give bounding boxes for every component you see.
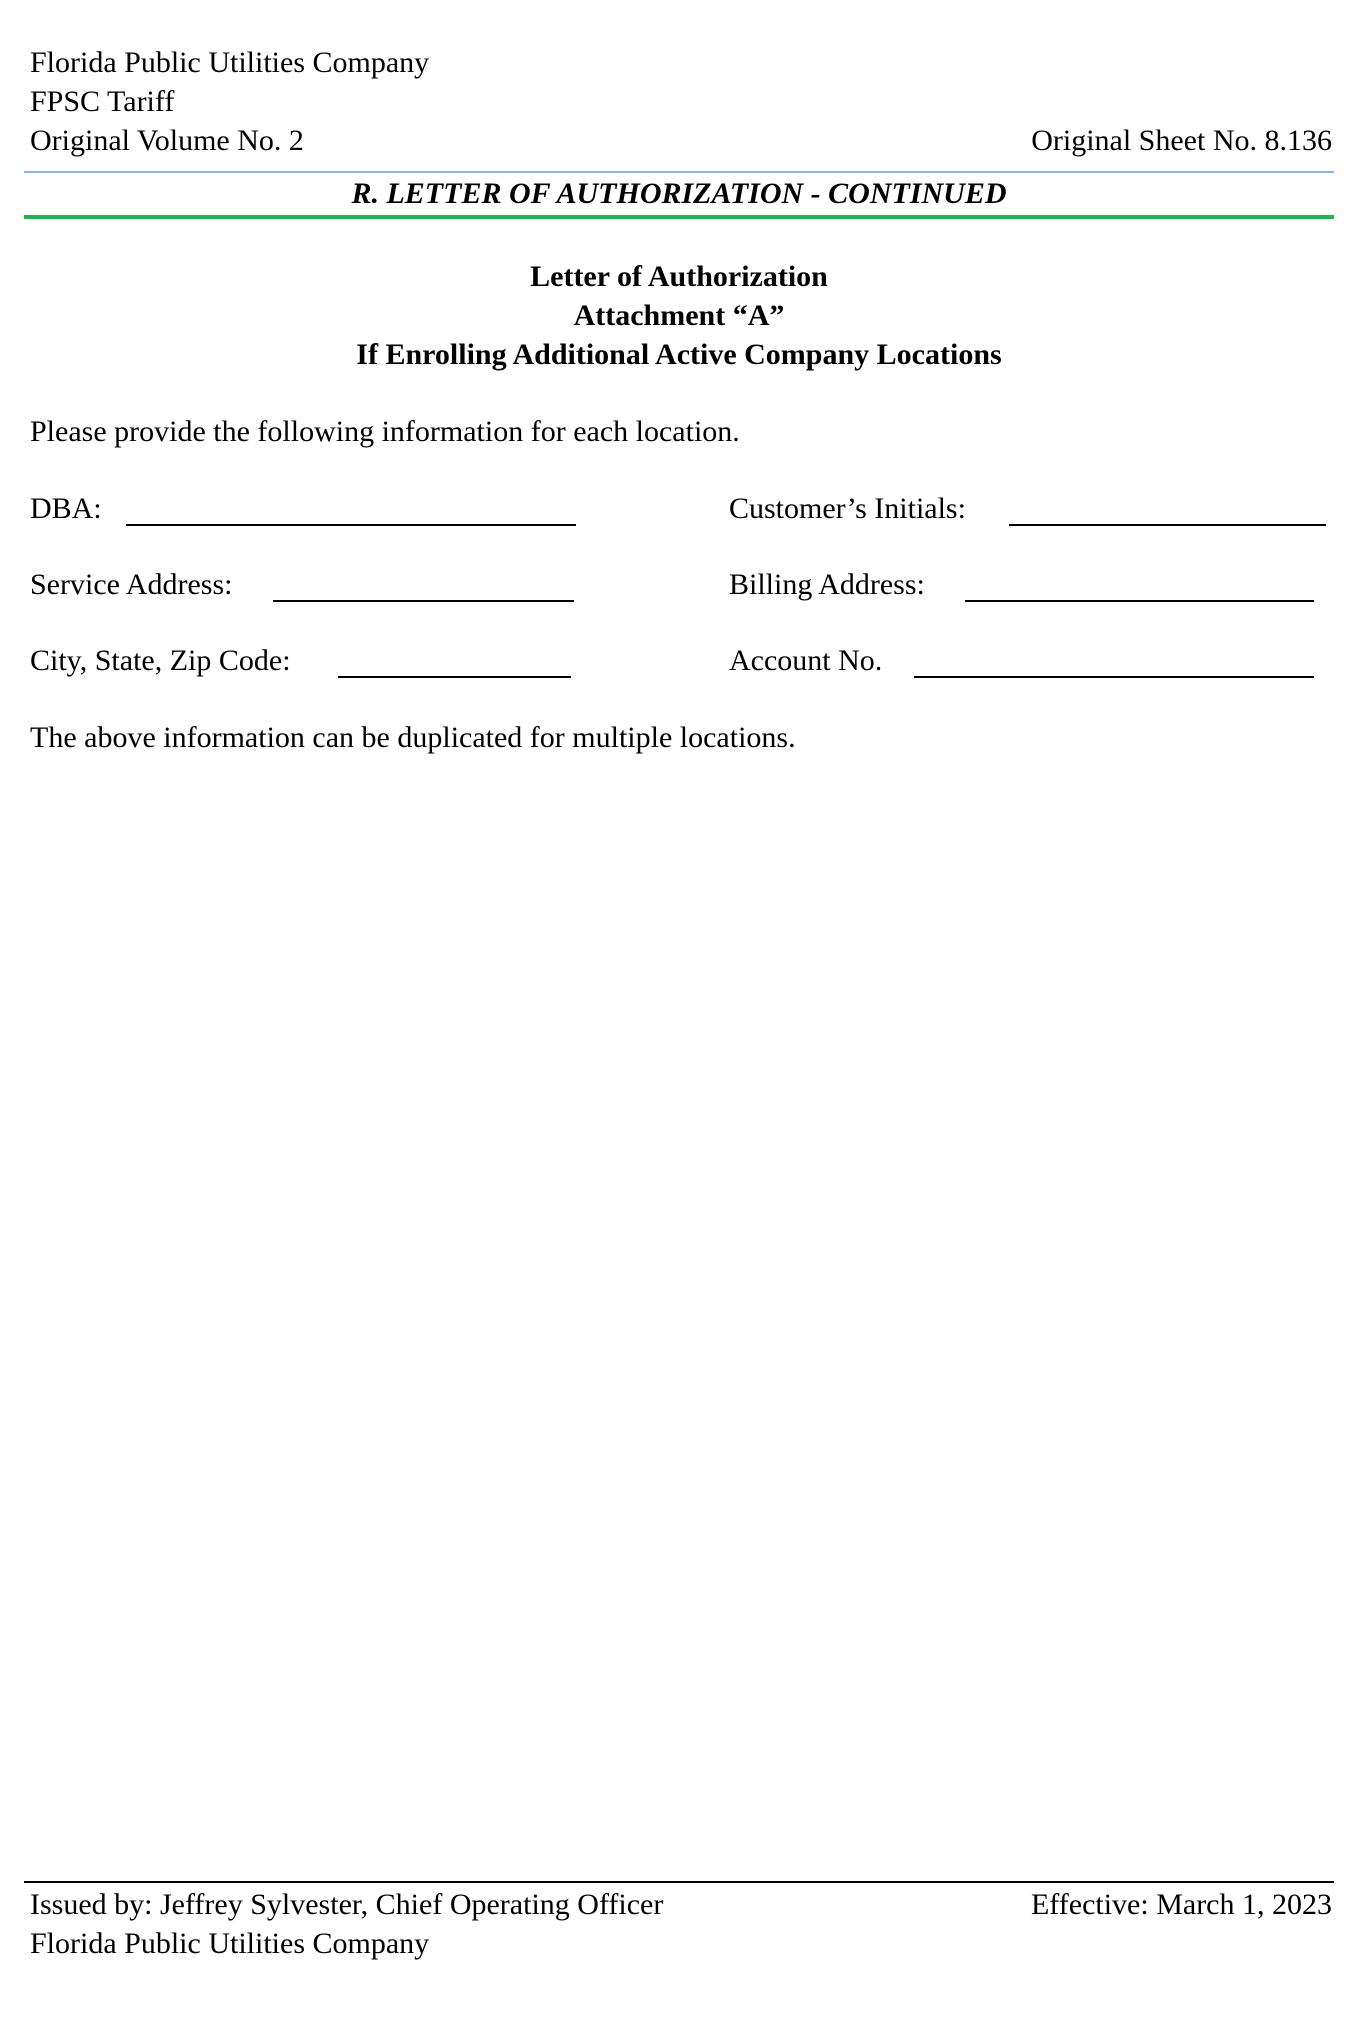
service-address-label: Service Address:: [30, 568, 233, 601]
account-no-blank: [914, 676, 1314, 678]
section-title: R. LETTER OF AUTHORIZATION - CONTINUED: [351, 177, 1007, 210]
service-address-blank: [273, 600, 574, 602]
city-state-zip-blank: [338, 676, 571, 678]
customer-initials-label: Customer’s Initials:: [729, 492, 966, 525]
heading-line-3: If Enrolling Additional Active Company Locations: [356, 338, 1002, 371]
header-divider-green: [24, 215, 1334, 219]
dba-label: DBA:: [30, 492, 102, 525]
footer-divider: [24, 1881, 1334, 1883]
header-volume: Original Volume No. 2: [30, 124, 304, 157]
footer-company: Florida Public Utilities Company: [30, 1927, 430, 1960]
account-no-label: Account No.: [729, 644, 883, 677]
billing-address-label: Billing Address:: [729, 568, 925, 601]
city-state-zip-label: City, State, Zip Code:: [30, 644, 291, 677]
footer-issued-by: Issued by: Jeffrey Sylvester, Chief Operating Officer: [30, 1888, 664, 1921]
dba-blank: [126, 524, 576, 526]
customer-initials-blank: [1009, 524, 1326, 526]
intro-text: Please provide the following information for each location.: [30, 415, 740, 448]
header-sheet-number: Original Sheet No. 8.136: [1031, 124, 1332, 157]
header-divider-blue: [24, 171, 1334, 173]
header-tariff: FPSC Tariff: [30, 85, 175, 118]
billing-address-blank: [965, 600, 1314, 602]
heading-line-1: Letter of Authorization: [530, 260, 828, 293]
duplicate-note: The above information can be duplicated for multiple locations.: [30, 721, 796, 754]
header-company: Florida Public Utilities Company: [30, 46, 430, 79]
footer-effective-date: Effective: March 1, 2023: [1030, 1888, 1332, 1921]
heading-line-2: Attachment “A”: [573, 299, 785, 332]
